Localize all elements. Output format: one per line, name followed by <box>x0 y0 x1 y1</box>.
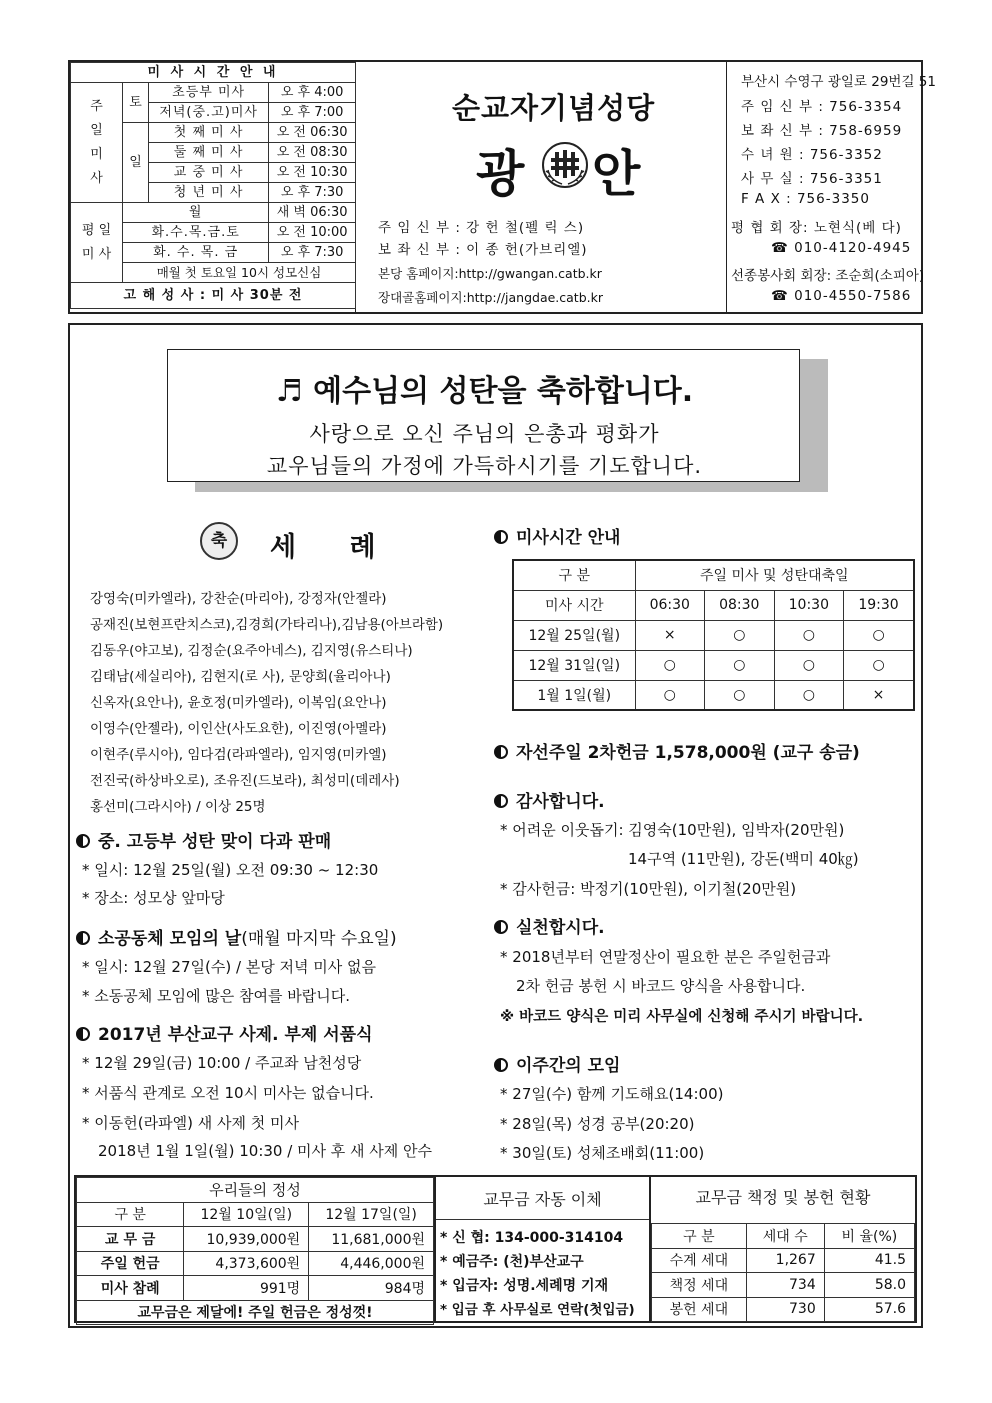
tithe-stats-title: 교무금 책정 및 봉헌 현황 <box>695 1188 871 1207</box>
bulletin-header <box>68 60 936 314</box>
stats-header: 비 율(%) <box>824 1224 914 1249</box>
schedule-mark: ○ <box>774 680 844 710</box>
section-title: 중. 고등부 성탄 맞이 다과 판매 <box>98 832 332 852</box>
item-text: 이동헌(라파엘) 새 사제 첫 미사 <box>94 1114 299 1132</box>
baptism-name-line: 공재진(보현프란치스코),김경희(가타리나),김남용(아브라함) <box>90 617 444 633</box>
auto-transfer-box <box>434 1177 651 1321</box>
offering-table <box>76 1177 434 1325</box>
christmas-mass-schedule-table <box>512 559 915 711</box>
section-head-community-day <box>76 924 397 949</box>
section-head-mass-schedule <box>494 523 620 548</box>
schedule-mark: ○ <box>844 620 914 650</box>
offering-col-header: 구 분 <box>77 1202 184 1227</box>
section-title: 소공동체 모임의 날 <box>98 929 242 949</box>
sunday-mass-label: 주 일 미 사 <box>71 83 123 203</box>
half-circle-bullet-icon <box>494 920 508 934</box>
section-head-collection <box>494 738 860 763</box>
section-title: 미사시간 안내 <box>516 528 621 548</box>
item-text: 12월 29일(금) 10:00 / 주교좌 남천성당 <box>94 1054 362 1072</box>
pastor-line: 주 임 신 부 : 강 헌 철(펠 릭 스) <box>378 220 585 236</box>
item-text: 28일(목) 성경 공부(20:20) <box>512 1115 695 1133</box>
schedule-mark: ○ <box>635 650 705 680</box>
parish-subtitle: 순교자기념성당 <box>452 91 656 125</box>
stats-row-label: 수계 세대 <box>652 1248 747 1273</box>
schedule-time: 06:30 <box>635 590 705 620</box>
schedule-col-header: 구 분 <box>513 560 635 590</box>
stats-ratio: 58.0 <box>824 1273 914 1298</box>
baptism-name-line: 이현주(루시아), 임다검(라파엘라), 임지영(미카엘) <box>90 747 387 763</box>
section-item: * 소동공체 모임에 많은 참여를 바랍니다. <box>82 987 350 1005</box>
schedule-mark: ○ <box>705 620 775 650</box>
section-item-cont: 2차 헌금 봉헌 시 바코드 양식을 사용합니다. <box>516 977 806 995</box>
section-title: 실천합시다. <box>516 918 605 938</box>
mass-times-table <box>70 62 356 309</box>
schedule-mark: ○ <box>635 680 705 710</box>
section-item-cont: 14구역 (11만원), 강돈(백미 40㎏) <box>628 850 859 868</box>
bulletin-body <box>68 323 923 1328</box>
schedule-date: 1월 1일(월) <box>513 680 635 710</box>
schedule-group-header: 주일 미사 및 성탄대축일 <box>635 560 914 590</box>
parish-logo-box <box>356 62 726 312</box>
barcode-note: ※ 바코드 양식은 미리 사무실에 신청해 주시기 바랍니다. <box>500 1009 864 1025</box>
section-title: 2017년 부산교구 사제. 부제 서품식 <box>98 1025 373 1045</box>
parish-name-right: 안 <box>592 145 641 203</box>
mass-times-title: 미 사 시 간 안 내 <box>71 63 356 83</box>
service-phone: ☎ 010-4550-7586 <box>771 288 912 304</box>
item-text: 감사헌금: 박정기(10만원), 이기철(20만원) <box>512 880 797 898</box>
half-circle-bullet-icon <box>494 1058 508 1072</box>
contact-line: 보 좌 신 부 : 758-6959 <box>741 123 903 139</box>
schedule-mark: × <box>844 680 914 710</box>
stats-count: 1,267 <box>746 1248 824 1273</box>
tithe-stats-box <box>651 1177 915 1321</box>
auto-transfer-line: * 입금 후 사무실로 연락(첫입금) <box>440 1302 635 1318</box>
schedule-row-label: 미사 시간 <box>513 590 635 620</box>
baptism-name-line: 강영숙(미카엘라), 강찬순(마리아), 강정자(안젤라) <box>90 591 387 607</box>
weekday-row-label: 월 <box>123 203 269 223</box>
section-item: * 30일(토) 성체조배회(11:00) <box>500 1144 705 1162</box>
schedule-mark: × <box>635 620 705 650</box>
offering-row-label: 교 무 금 <box>77 1227 184 1252</box>
contact-line: 주 임 신 부 : 756-3354 <box>741 99 903 115</box>
section-item: * 어려운 이웃돕기: 김영숙(10만원), 임박자(20만원) <box>500 821 845 839</box>
mass-row-time: 오 전 08:30 <box>269 143 356 163</box>
stats-row-label: 봉헌 세대 <box>652 1297 747 1322</box>
offering-col-header: 12월 10일(일) <box>184 1202 309 1227</box>
item-text: 일시: 12월 27일(수) / 본당 저녁 미사 없음 <box>94 958 377 976</box>
christmas-banner <box>167 349 800 482</box>
item-text: 어려운 이웃돕기: 김영숙(10만원), 임박자(20만원) <box>512 821 845 839</box>
celebration-badge-icon: 축 <box>200 522 238 560</box>
mass-row-time: 오 전 10:30 <box>269 163 356 183</box>
mass-row-label: 둘 째 미 사 <box>149 143 269 163</box>
section-item: * 27일(수) 함께 기도해요(14:00) <box>500 1085 724 1103</box>
half-circle-bullet-icon <box>76 1027 90 1041</box>
offering-value: 10,939,000원 <box>184 1227 309 1252</box>
assistant-priest-line: 보 좌 신 부 : 이 종 헌(가브리엘) <box>378 242 588 258</box>
schedule-mark: ○ <box>774 620 844 650</box>
mass-row-label: 초등부 미사 <box>149 83 269 103</box>
baptism-name-line: 홍선미(그라시아) / 이상 25명 <box>90 799 266 815</box>
saturday-label: 토 <box>123 83 149 123</box>
auto-transfer-line: * 예금주: (천)부산교구 <box>440 1254 584 1270</box>
baptism-name-line: 김태남(세실리아), 김현지(로 사), 문양희(율리아나) <box>90 669 391 685</box>
offering-value: 991명 <box>184 1276 309 1301</box>
section-item: * 일시: 12월 25일(월) 오전 09:30 ~ 12:30 <box>82 861 379 879</box>
weekday-row-time: 오 전 10:00 <box>269 223 356 243</box>
baptism-name-line: 전진국(하상바오로), 조유진(드보라), 최성미(데레사) <box>90 773 400 789</box>
parish-name-left: 광 <box>476 145 525 203</box>
half-circle-bullet-icon <box>494 794 508 808</box>
offering-title: 우리들의 정성 <box>77 1178 434 1203</box>
schedule-mark: ○ <box>774 650 844 680</box>
contact-line: 사 무 실 : 756-3351 <box>741 171 883 187</box>
schedule-mark: ○ <box>705 650 775 680</box>
weekday-row-time: 오 후 7:30 <box>269 243 356 263</box>
section-item: * 서품식 관계로 오전 10시 미사는 없습니다. <box>82 1084 374 1102</box>
section-head-thanks <box>494 787 605 812</box>
section-item: * 28일(목) 성경 공부(20:20) <box>500 1115 695 1133</box>
section-item: * 이동헌(라파엘) 새 사제 첫 미사 <box>82 1114 299 1132</box>
item-text: 장소: 성모상 앞마당 <box>94 889 225 907</box>
item-text: 일시: 12월 25일(월) 오전 09:30 ~ 12:30 <box>94 861 379 879</box>
item-text: 소동공체 모임에 많은 참여를 바랍니다. <box>94 987 350 1005</box>
half-circle-bullet-icon <box>494 530 508 544</box>
council-phone: ☎ 010-4120-4945 <box>771 240 912 256</box>
offering-value: 11,681,000원 <box>309 1227 434 1252</box>
weekday-row-label: 화. 수. 목. 금 <box>123 243 269 263</box>
section-head-meetings <box>494 1051 620 1076</box>
auto-transfer-line: * 신 협: 134-000-314104 <box>440 1230 624 1246</box>
offering-value: 4,446,000원 <box>309 1251 434 1276</box>
offering-value: 984명 <box>309 1276 434 1301</box>
auto-transfer-line: * 입금자: 성명.세례명 기재 <box>440 1278 609 1294</box>
banner-line: 사랑으로 오신 주님의 은총과 평화가 <box>309 422 660 446</box>
baptism-title: 세 례 <box>270 532 398 563</box>
offering-col-header: 12월 17일(일) <box>309 1202 434 1227</box>
weekday-mass-label: 평 일 미 사 <box>71 203 123 283</box>
schedule-date: 12월 31일(일) <box>513 650 635 680</box>
section-subtitle: (매월 마지막 수요일) <box>241 929 397 949</box>
homepage-link[interactable]: 본당 홈페이지:http://gwangan.catb.kr <box>378 266 602 281</box>
tithe-stats-table <box>651 1223 915 1322</box>
mass-row-time: 오 전 06:30 <box>269 123 356 143</box>
item-text: 서품식 관계로 오전 10시 미사는 없습니다. <box>94 1084 374 1102</box>
schedule-time: 19:30 <box>844 590 914 620</box>
half-circle-bullet-icon <box>76 931 90 945</box>
stats-count: 730 <box>746 1297 824 1322</box>
confession-note: 고 해 성 사 : 미 사 30분 전 <box>71 283 356 309</box>
baptism-name-line: 신옥자(요안나), 윤호정(미카엘라), 이복임(요안나) <box>90 695 387 711</box>
section-head-practice <box>494 913 605 938</box>
section-title: 자선주일 2차헌금 1,578,000원 (교구 송금) <box>516 743 860 763</box>
section-item-extra: 2018년 1월 1일(월) 10:30 / 미사 후 새 사제 안수 <box>98 1142 433 1160</box>
section-head-ordination <box>76 1020 373 1045</box>
banner-title: ♬ 예수님의 성탄을 축하합니다. <box>275 374 694 409</box>
stats-ratio: 41.5 <box>824 1248 914 1273</box>
stats-count: 734 <box>746 1273 824 1298</box>
mass-row-label: 저녁(중.고)미사 <box>149 103 269 123</box>
section-title: 이주간의 모임 <box>516 1056 621 1076</box>
item-text: 30일(토) 성체조배회(11:00) <box>512 1144 705 1162</box>
offering-footer: 교무금은 제달에! 주일 헌금은 정성껏! <box>77 1300 434 1325</box>
schedule-mark: ○ <box>844 650 914 680</box>
section-item: * 장소: 성모상 앞마당 <box>82 889 225 907</box>
mass-row-time: 오 후 7:00 <box>269 103 356 123</box>
mass-row-label: 첫 째 미 사 <box>149 123 269 143</box>
section-head-snack-sale <box>76 827 331 852</box>
auto-transfer-title: 교무금 자동 이체 <box>483 1190 602 1209</box>
mass-row-label: 교 중 미 사 <box>149 163 269 183</box>
section-item: * 2018년부터 연말정산이 필요한 분은 주일헌금과 <box>500 948 831 966</box>
item-text: 2018년부터 연말정산이 필요한 분은 주일헌금과 <box>512 948 831 966</box>
mass-row-time: 오 후 7:30 <box>269 183 356 203</box>
contact-line: F A X : 756-3350 <box>741 191 870 207</box>
mass-row-time: 오 후 4:00 <box>269 83 356 103</box>
baptism-name-line: 김동우(야고보), 김정순(요주아네스), 김지영(유스티나) <box>90 643 413 659</box>
divider <box>436 1219 649 1220</box>
section-item: * 일시: 12월 27일(수) / 본당 저녁 미사 없음 <box>82 958 377 976</box>
schedule-date: 12월 25일(월) <box>513 620 635 650</box>
finance-footer <box>74 1175 917 1323</box>
baptism-name-line: 이영수(안젤라), 이인산(사도요한), 이진영(아멜라) <box>90 721 387 737</box>
stats-row-label: 책정 세대 <box>652 1273 747 1298</box>
half-circle-bullet-icon <box>76 834 90 848</box>
weekday-row-label: 화.수.목.금.토 <box>123 223 269 243</box>
stats-header: 구 분 <box>652 1224 747 1249</box>
banner-line: 교우님들의 가정에 가득하시기를 기도합니다. <box>266 454 703 478</box>
half-circle-bullet-icon <box>494 745 508 759</box>
section-title: 감사합니다. <box>516 792 605 812</box>
contact-line: 수 녀 원 : 756-3352 <box>741 147 883 163</box>
contact-info-box <box>726 62 936 312</box>
mass-times-box <box>70 62 356 312</box>
jangdae-homepage-link[interactable]: 장대골홈페이지:http://jangdae.catb.kr <box>378 290 603 305</box>
item-text: 27일(수) 함께 기도해요(14:00) <box>512 1085 724 1103</box>
schedule-time: 08:30 <box>705 590 775 620</box>
weekday-row-time: 새 벽 06:30 <box>269 203 356 223</box>
mass-row-label: 청 년 미 사 <box>149 183 269 203</box>
sunday-label: 일 <box>123 123 149 203</box>
schedule-mark: ○ <box>705 680 775 710</box>
offering-row-label: 주일 헌금 <box>77 1251 184 1276</box>
section-item: * 12월 29일(금) 10:00 / 주교좌 남천성당 <box>82 1054 362 1072</box>
council-president: 평 협 회 장: 노현식(베 다) <box>731 220 902 236</box>
stats-ratio: 57.6 <box>824 1297 914 1322</box>
service-president: 선종봉사회 회장: 조순희(소피아) <box>731 268 925 284</box>
first-saturday-note: 매월 첫 토요일 10시 성모신심 <box>123 263 356 283</box>
address: 부산시 수영구 광일로 29번길 51 <box>741 74 936 90</box>
section-item: * 감사헌금: 박정기(10만원), 이기철(20만원) <box>500 880 797 898</box>
offering-row-label: 미사 참례 <box>77 1276 184 1301</box>
schedule-time: 10:30 <box>774 590 844 620</box>
parish-emblem-icon <box>540 140 590 190</box>
stats-header: 세대 수 <box>746 1224 824 1249</box>
offering-value: 4,373,600원 <box>184 1251 309 1276</box>
